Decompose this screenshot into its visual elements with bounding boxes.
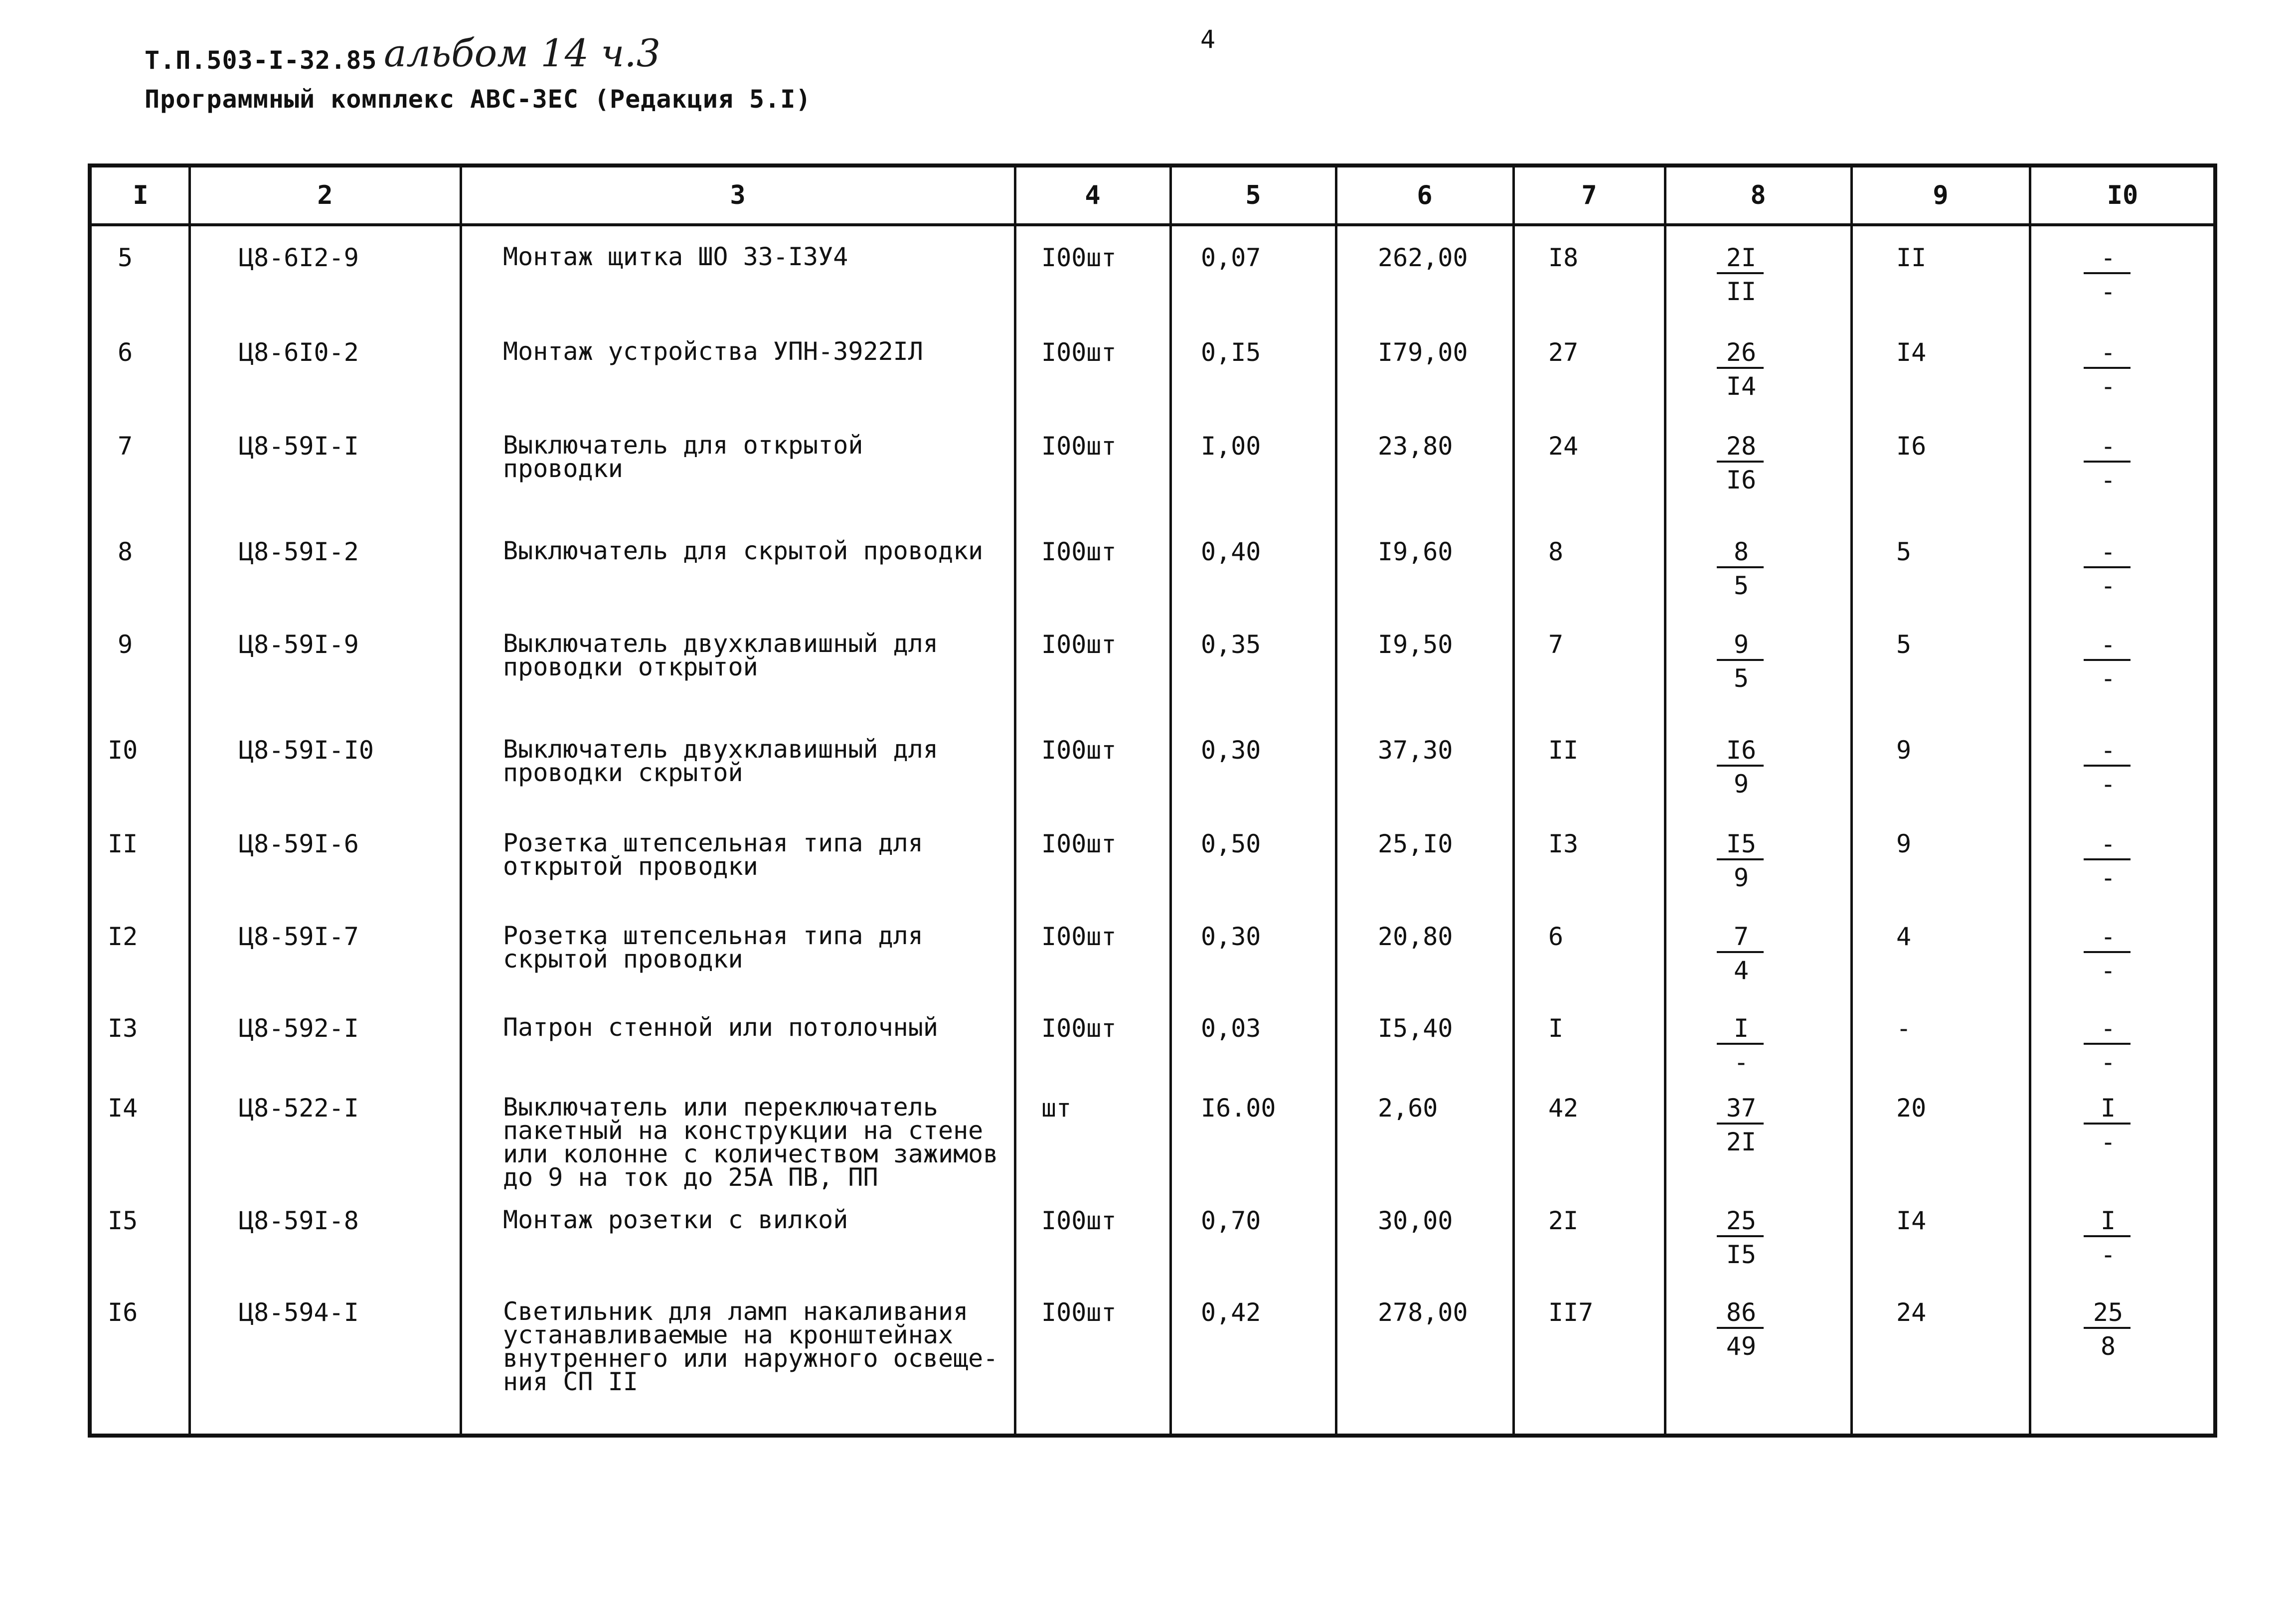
column-8-fraction — [1709, 245, 1774, 306]
cost-code: Ц8-59I-9 — [239, 630, 359, 659]
quantity: 0,42 — [1201, 1298, 1261, 1327]
fraction-numerator: 86 — [1726, 1298, 1757, 1327]
fraction-denominator: I6 — [1726, 466, 1757, 494]
fraction-numerator: I5 — [1726, 829, 1757, 858]
column-8-fraction — [1709, 1300, 1774, 1361]
unit-price: I9,60 — [1378, 537, 1453, 566]
header-divider — [92, 223, 2213, 226]
unit-of-measure: I00шт — [1041, 537, 1117, 566]
estimate-table — [88, 163, 2217, 1438]
quantity: I,00 — [1201, 432, 1261, 461]
fraction-denominator: I5 — [1726, 1240, 1757, 1269]
column-7-value: II — [1548, 736, 1579, 765]
column-9-value: - — [1896, 1014, 1912, 1043]
fraction-numerator: - — [2100, 243, 2116, 272]
document-subtitle: Программный комплекс АВС-ЗЕС (Редакция 5.I) — [145, 85, 812, 114]
column-divider — [1169, 167, 1172, 1434]
row-number: 7 — [118, 432, 133, 461]
unit-price: 37,30 — [1378, 736, 1453, 765]
column-header: 8 — [1750, 180, 1766, 210]
fraction-denominator: - — [2100, 863, 2116, 892]
cost-code: Ц8-522-I — [239, 1094, 359, 1123]
column-divider — [1014, 167, 1016, 1434]
work-description: Выключатель или переключатель пакетный на конструкции на стене или колонне с количеством зажимов до 9 на ток до 25А ПВ, ПП — [503, 1093, 998, 1192]
column-9-value: 24 — [1896, 1298, 1927, 1327]
fraction-numerator: - — [2100, 432, 2116, 461]
cost-code: Ц8-594-I — [239, 1298, 359, 1327]
column-8-fraction — [1709, 1208, 1774, 1269]
column-9-value: 5 — [1896, 537, 1912, 566]
column-7-value: 8 — [1548, 537, 1564, 566]
fraction-denominator: I4 — [1726, 372, 1757, 401]
unit-price: 262,00 — [1378, 243, 1468, 272]
fraction-denominator: - — [2100, 571, 2116, 600]
column-9-value: 20 — [1896, 1094, 1927, 1123]
fraction-numerator: - — [2100, 736, 2116, 765]
fraction-denominator: - — [2100, 466, 2116, 494]
fraction-denominator: 8 — [2100, 1332, 2116, 1361]
fraction-numerator: - — [2100, 537, 2116, 566]
fraction-numerator: 37 — [1726, 1094, 1757, 1123]
column-header: 6 — [1417, 180, 1433, 210]
column-8-fraction — [1709, 539, 1774, 600]
fraction-numerator: - — [2100, 829, 2116, 858]
column-10-fraction — [2076, 831, 2140, 892]
unit-price: I79,00 — [1378, 338, 1468, 367]
work-description: Монтаж устройства УПН-3922IЛ — [503, 337, 923, 366]
column-10-fraction — [2076, 434, 2140, 494]
cost-code: Ц8-6I2-9 — [239, 243, 359, 272]
fraction-numerator: 9 — [1733, 630, 1749, 659]
column-8-fraction — [1709, 434, 1774, 494]
column-7-value: I8 — [1548, 243, 1579, 272]
row-number: I4 — [108, 1094, 138, 1123]
cost-code: Ц8-592-I — [239, 1014, 359, 1043]
quantity: 0,40 — [1201, 537, 1261, 566]
column-9-value: I4 — [1896, 338, 1927, 367]
work-description: Розетка штепсельная типа для открытой проводки — [503, 828, 923, 881]
column-9-value: I6 — [1896, 432, 1927, 461]
unit-price: I9,50 — [1378, 630, 1453, 659]
fraction-numerator: I6 — [1726, 736, 1757, 765]
column-header: 9 — [1933, 180, 1949, 210]
quantity: 0,70 — [1201, 1206, 1261, 1235]
column-header: 7 — [1581, 180, 1597, 210]
column-9-value: 5 — [1896, 630, 1912, 659]
column-9-value: I4 — [1896, 1206, 1927, 1235]
column-10-fraction — [2076, 1096, 2140, 1156]
fraction-numerator: 25 — [1726, 1206, 1757, 1235]
quantity: 0,30 — [1201, 922, 1261, 951]
work-description: Выключатель двухклавишный для проводки открытой — [503, 629, 938, 681]
quantity: 0,03 — [1201, 1014, 1261, 1043]
document-code: Т.П.503-I-32.85 — [145, 46, 377, 75]
quantity: 0,I5 — [1201, 338, 1261, 367]
column-8-fraction — [1709, 340, 1774, 401]
fraction-denominator: - — [2100, 956, 2116, 985]
column-7-value: 27 — [1548, 338, 1579, 367]
column-10-fraction — [2076, 340, 2140, 401]
cost-code: Ц8-59I-8 — [239, 1206, 359, 1235]
unit-of-measure: I00шт — [1041, 432, 1117, 461]
column-7-value: 2I — [1548, 1206, 1579, 1235]
unit-price: 2,60 — [1378, 1094, 1438, 1123]
cost-code: Ц8-59I-I — [239, 432, 359, 461]
column-10-fraction — [2076, 245, 2140, 306]
fraction-numerator: I — [2100, 1206, 2116, 1235]
column-10-fraction — [2076, 1300, 2140, 1361]
column-8-fraction — [1709, 924, 1774, 985]
column-7-value: I3 — [1548, 829, 1579, 858]
unit-of-measure: I00шт — [1041, 1014, 1117, 1043]
cost-code: Ц8-6I0-2 — [239, 338, 359, 367]
fraction-denominator: - — [2100, 1128, 2116, 1156]
fraction-denominator: 4 — [1733, 956, 1749, 985]
column-7-value: 42 — [1548, 1094, 1579, 1123]
fraction-denominator: - — [2100, 664, 2116, 693]
column-10-fraction — [2076, 1208, 2140, 1269]
quantity: 0,30 — [1201, 736, 1261, 765]
fraction-denominator: 9 — [1733, 770, 1749, 799]
work-description: Монтаж розетки с вилкой — [503, 1205, 848, 1234]
cost-code: Ц8-59I-6 — [239, 829, 359, 858]
column-header: 4 — [1085, 180, 1101, 210]
fraction-denominator: 5 — [1733, 664, 1749, 693]
fraction-denominator: 2I — [1726, 1128, 1757, 1156]
column-9-value: II — [1896, 243, 1927, 272]
quantity: 0,50 — [1201, 829, 1261, 858]
column-10-fraction — [2076, 924, 2140, 985]
fraction-denominator: - — [2100, 770, 2116, 799]
fraction-denominator: 5 — [1733, 571, 1749, 600]
column-8-fraction — [1709, 738, 1774, 799]
work-description: Светильник для ламп накаливания устанавливаемые на кронштейнах внутреннего или наружного освеще- ния СП II — [503, 1297, 998, 1396]
unit-price: 278,00 — [1378, 1298, 1468, 1327]
fraction-numerator: 7 — [1733, 922, 1749, 951]
quantity: 0,35 — [1201, 630, 1261, 659]
column-9-value: 9 — [1896, 736, 1912, 765]
row-number: 5 — [118, 243, 133, 272]
column-9-value: 9 — [1896, 829, 1912, 858]
column-10-fraction — [2076, 632, 2140, 693]
fraction-numerator: 25 — [2093, 1298, 2124, 1327]
column-divider — [1850, 167, 1853, 1434]
unit-of-measure: I00шт — [1041, 1206, 1117, 1235]
fraction-numerator: - — [2100, 338, 2116, 367]
column-8-fraction — [1709, 1096, 1774, 1156]
fraction-denominator: - — [2100, 1240, 2116, 1269]
row-number: 6 — [118, 338, 133, 367]
row-number: I0 — [108, 736, 138, 765]
unit-of-measure: I00шт — [1041, 1298, 1117, 1327]
row-number: I5 — [108, 1206, 138, 1235]
cost-code: Ц8-59I-I0 — [239, 736, 374, 765]
page-number: 4 — [1200, 25, 1216, 54]
fraction-denominator: 9 — [1733, 863, 1749, 892]
work-description: Розетка штепсельная типа для скрытой проводки — [503, 921, 923, 973]
cost-code: Ц8-59I-2 — [239, 537, 359, 566]
fraction-denominator: - — [2100, 1048, 2116, 1077]
fraction-denominator: 49 — [1726, 1332, 1757, 1361]
fraction-numerator: I — [1733, 1014, 1749, 1043]
column-10-fraction — [2076, 539, 2140, 600]
fraction-numerator: I — [2100, 1094, 2116, 1123]
column-divider — [1664, 167, 1666, 1434]
unit-of-measure: шт — [1041, 1094, 1072, 1123]
column-9-value: 4 — [1896, 922, 1912, 951]
unit-price: 20,80 — [1378, 922, 1453, 951]
work-description: Патрон стенной или потолочный — [503, 1013, 938, 1042]
fraction-denominator: - — [2100, 372, 2116, 401]
column-7-value: I — [1548, 1014, 1564, 1043]
column-header: I — [133, 180, 149, 210]
row-number: 8 — [118, 537, 133, 566]
unit-price: 23,80 — [1378, 432, 1453, 461]
column-7-value: II7 — [1548, 1298, 1594, 1327]
row-number: I2 — [108, 922, 138, 951]
fraction-numerator: 8 — [1733, 537, 1749, 566]
column-7-value: 7 — [1548, 630, 1564, 659]
column-7-value: 24 — [1548, 432, 1579, 461]
fraction-denominator: II — [1726, 277, 1757, 306]
fraction-denominator: - — [2100, 277, 2116, 306]
fraction-numerator: - — [2100, 630, 2116, 659]
unit-of-measure: I00шт — [1041, 829, 1117, 858]
fraction-denominator: - — [1733, 1048, 1749, 1077]
unit-of-measure: I00шт — [1041, 630, 1117, 659]
row-number: I6 — [108, 1298, 138, 1327]
column-divider — [460, 167, 462, 1434]
column-7-value: 6 — [1548, 922, 1564, 951]
unit-of-measure: I00шт — [1041, 922, 1117, 951]
fraction-numerator: - — [2100, 922, 2116, 951]
column-header: 2 — [317, 180, 333, 210]
unit-of-measure: I00шт — [1041, 243, 1117, 272]
column-divider — [188, 167, 191, 1434]
album-handwritten-note: альбом 14 ч.3 — [384, 31, 661, 75]
quantity: I6.00 — [1201, 1094, 1276, 1123]
work-description: Монтаж щитка ШО 33-I3У4 — [503, 242, 848, 271]
quantity: 0,07 — [1201, 243, 1261, 272]
unit-of-measure: I00шт — [1041, 736, 1117, 765]
column-8-fraction — [1709, 831, 1774, 892]
column-header: 3 — [730, 180, 746, 210]
column-divider — [1512, 167, 1515, 1434]
work-description: Выключатель для скрытой проводки — [503, 536, 984, 565]
column-divider — [2029, 167, 2031, 1434]
row-number: 9 — [118, 630, 133, 659]
column-header: 5 — [1245, 180, 1261, 210]
fraction-numerator: - — [2100, 1014, 2116, 1043]
row-number: I3 — [108, 1014, 138, 1043]
work-description: Выключатель двухклавишный для проводки скрытой — [503, 735, 938, 787]
fraction-numerator: 2I — [1726, 243, 1757, 272]
work-description: Выключатель для открытой проводки — [503, 431, 863, 483]
column-10-fraction — [2076, 738, 2140, 799]
cost-code: Ц8-59I-7 — [239, 922, 359, 951]
unit-price: 30,00 — [1378, 1206, 1453, 1235]
row-number: II — [108, 829, 138, 858]
column-10-fraction — [2076, 1016, 2140, 1077]
fraction-numerator: 26 — [1726, 338, 1757, 367]
fraction-numerator: 28 — [1726, 432, 1757, 461]
column-header: I0 — [2107, 180, 2138, 210]
unit-of-measure: I00шт — [1041, 338, 1117, 367]
column-8-fraction — [1709, 632, 1774, 693]
column-8-fraction — [1709, 1016, 1774, 1077]
column-divider — [1335, 167, 1337, 1434]
unit-price: I5,40 — [1378, 1014, 1453, 1043]
unit-price: 25,I0 — [1378, 829, 1453, 858]
